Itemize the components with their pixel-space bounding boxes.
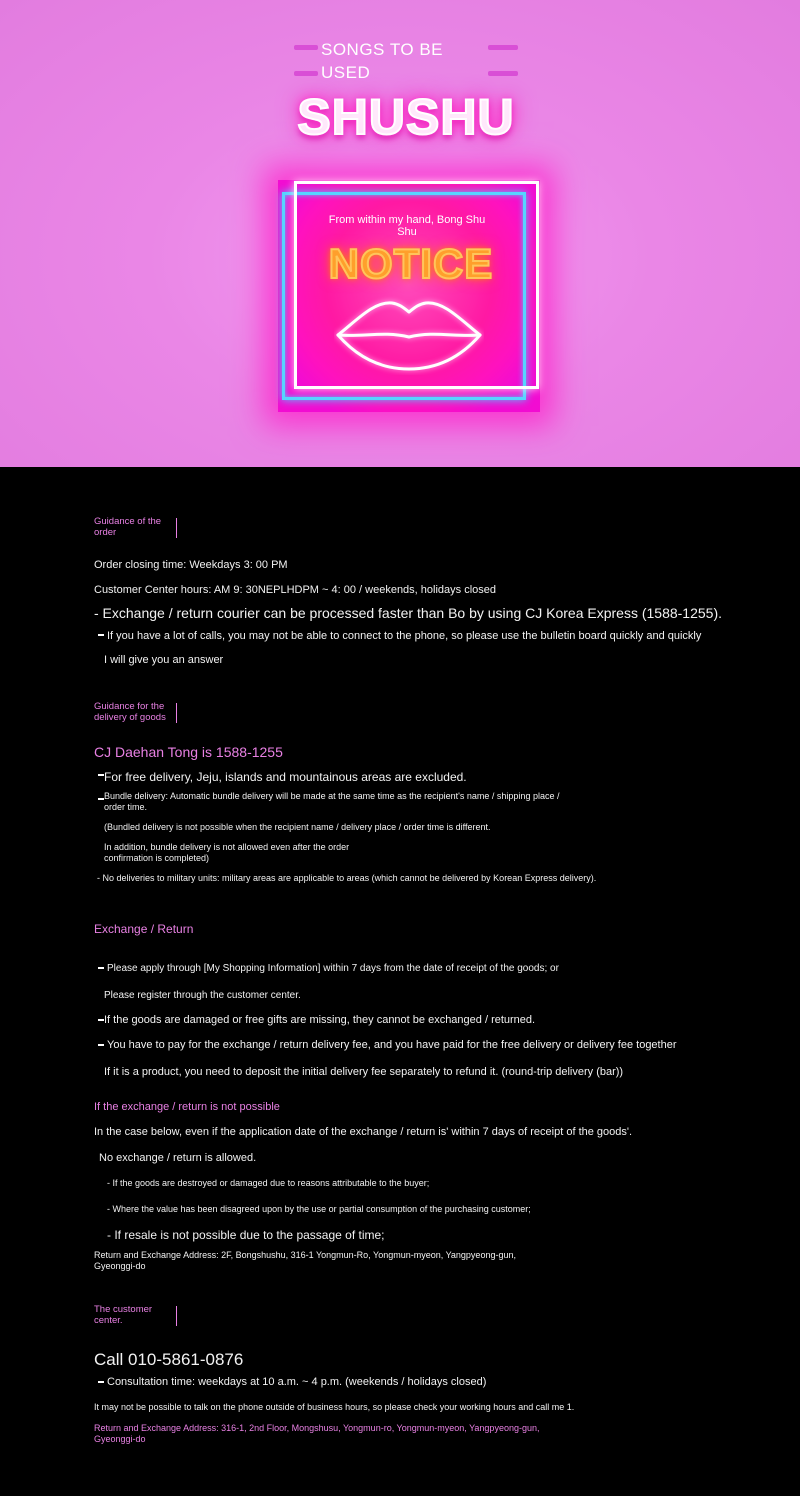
order-closing-time: Order closing time: Weekdays 3: 00 PM xyxy=(94,559,288,571)
exchange-pay-fee: You have to pay for the exchange / return delivery fee, and you have paid for the free delivery or delivery fee together xyxy=(107,1039,677,1051)
exchange-no-exchange: No exchange / return is allowed. xyxy=(99,1152,257,1164)
songs-bar-left-top xyxy=(294,45,318,50)
order-answer: I will give you an answer xyxy=(104,654,224,666)
exchange-address: Return and Exchange Address: 2F, Bongshushu, 316-1 Yongmun-Ro, Yongmun-myeon, Yangpyeong-gun, Gyeonggi-do xyxy=(94,1250,516,1271)
exchange-fee-dash xyxy=(98,1044,104,1046)
customer-call[interactable]: Call 010-5861-0876 xyxy=(94,1350,244,1369)
notice-subtitle: From within my hand, Bong Shu Shu xyxy=(328,214,486,238)
customer-section-label: The customer center. xyxy=(94,1304,153,1326)
delivery-bundle: Bundle delivery: Automatic bundle delivery will be made at the same time as the recipient's name / shipping place / order time. xyxy=(104,791,560,812)
songs-bar-right-bottom xyxy=(488,71,518,76)
customer-consult-dash xyxy=(98,1381,104,1383)
exchange-apply: Please apply through [My Shopping Information] within 7 days from the date of receipt of the goods; or xyxy=(107,963,559,974)
hero-banner xyxy=(0,0,800,467)
brand-title: SHUSHU xyxy=(297,89,515,145)
lips-icon xyxy=(334,295,484,375)
order-calls-dash xyxy=(98,634,104,636)
exchange-item-1: - If the goods are destroyed or damaged due to reasons attributable to the buyer; xyxy=(107,1178,430,1188)
exchange-item-3: - If resale is not possible due to the passage of time; xyxy=(107,1228,385,1242)
songs-bar-left-bottom xyxy=(294,71,318,76)
exchange-deposit: If it is a product, you need to deposit the initial delivery fee separately to refund it. (round-trip delivery (bar)) xyxy=(104,1066,624,1078)
delivery-section-label: Guidance for the delivery of goods xyxy=(94,701,166,723)
songs-label: SONGS TO BE USED xyxy=(321,40,444,82)
exchange-apply-dash xyxy=(98,967,104,969)
exchange-heading: Exchange / Return xyxy=(94,922,194,936)
delivery-free: For free delivery, Jeju, islands and mountainous areas are excluded. xyxy=(104,770,467,784)
customer-section-bar xyxy=(176,1306,177,1326)
delivery-bundle-not-possible: (Bundled delivery is not possible when the recipient name / delivery place / order time is different. xyxy=(104,822,491,832)
exchange-case-below: In the case below, even if the application date of the exchange / return is' within 7 days of receipt of the goods'. xyxy=(94,1126,633,1138)
notice-sign xyxy=(270,170,550,420)
exchange-register: Please register through the customer center. xyxy=(104,990,301,1001)
notice-title: NOTICE xyxy=(328,240,494,287)
order-many-calls: If you have a lot of calls, you may not be able to connect to the phone, so please use the bulletin board quickly and quickly xyxy=(107,630,702,642)
order-section-label: Guidance of the order xyxy=(94,516,162,538)
delivery-military: - No deliveries to military units: military areas are applicable to areas (which cannot be delivered by Korean Express delivery). xyxy=(97,873,597,883)
order-section-bar xyxy=(176,518,177,538)
order-exchange-courier: - Exchange / return courier can be processed faster than Bo by using CJ Korea Express (1588-1255). xyxy=(94,605,723,621)
exchange-not-possible-heading: If the exchange / return is not possible xyxy=(94,1101,280,1113)
order-center-hours: Customer Center hours: AM 9: 30NEPLHDPM ~ 4: 00 / weekends, holidays closed xyxy=(94,584,496,596)
delivery-heading: CJ Daehan Tong is 1588-1255 xyxy=(94,744,283,760)
exchange-damaged: If the goods are damaged or free gifts are missing, they cannot be exchanged / returned. xyxy=(104,1014,536,1026)
customer-address: Return and Exchange Address: 316-1, 2nd Floor, Mongshusu, Yongmun-ro, Yongmun-myeon, Yangpyeong-gun, Gyeonggi-do xyxy=(94,1423,540,1444)
delivery-bundle-confirm: In addition, bundle delivery is not allowed even after the order confirmation is completed) xyxy=(104,842,350,863)
customer-consultation: Consultation time: weekdays at 10 a.m. ~ 4 p.m. (weekends / holidays closed) xyxy=(107,1376,487,1388)
songs-bar-right-top xyxy=(488,45,518,50)
delivery-section-bar xyxy=(176,703,177,723)
exchange-item-2: - Where the value has been disagreed upon by the use or partial consumption of the purchasing customer; xyxy=(107,1204,531,1214)
customer-outside-hours: It may not be possible to talk on the phone outside of business hours, so please check your working hours and call me 1. xyxy=(94,1402,575,1412)
